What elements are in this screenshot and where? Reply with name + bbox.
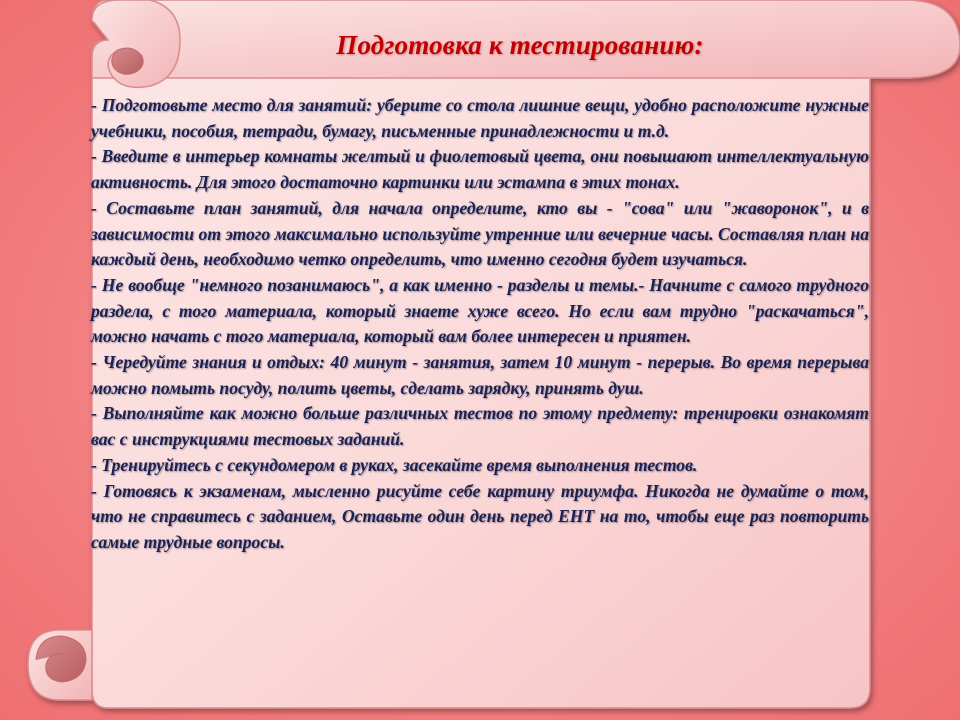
slide-title: Подготовка к тестированию: — [336, 30, 704, 60]
scroll-top-curl-inner — [112, 48, 143, 74]
tip-paragraph: - Введите в интерьер комнаты желтый и фиолетовый цвета, они повышают интеллектуальную активность. Для этого достаточно картинки или эстампа в этих тонах. — [91, 146, 869, 193]
tip-paragraph: - Выполняйте как можно больше различных тестов по этому предмету: тренировки ознакомят вас с инструкциями тестовых заданий. — [91, 403, 869, 450]
tip-paragraph: - Чередуйте знания и отдых: 40 минут - занятия, затем 10 минут - перерыв. Во время перерыва можно помыть посуду, полить цветы, сделать зарядку, принять душ. — [91, 352, 869, 398]
tip-paragraph: - Составьте план занятий, для начала определите, кто вы - "сова" или "жаворонок", и в зависимости от этого максимально используйте утренние или вечерние часы. Составляя план на каждый день, необходимо четко определить, что именно сегодня будет изучаться. — [91, 197, 869, 270]
tip-paragraph: - Не вообще "немного позанимаюсь", а как именно - разделы и темы.- Начните с самого трудного раздела, с того материала, который знаете хуже всего. Но если вам трудно "раскачаться", можно начать с того материала, который вам более интересен и приятен. — [91, 274, 869, 347]
tip-paragraph: - Готовясь к экзаменам, мысленно рисуйте себе картину триумфа. Никогда не думайте о том, что не справитесь с заданием, Оставьте один день перед ЕНТ на то, чтобы еще раз повторить самые трудные вопросы. — [91, 480, 869, 552]
tip-paragraph: - Подготовьте место для занятий: уберите со стола лишние вещи, удобно расположите нужные учебники, пособия, тетради, бумагу, письменные принадлежности и т.д. — [91, 95, 869, 141]
tip-paragraph: - Тренируйтесь с секундомером в руках, засекайте время выполнения тестов. — [91, 454, 698, 475]
tips-text — [91, 93, 869, 556]
